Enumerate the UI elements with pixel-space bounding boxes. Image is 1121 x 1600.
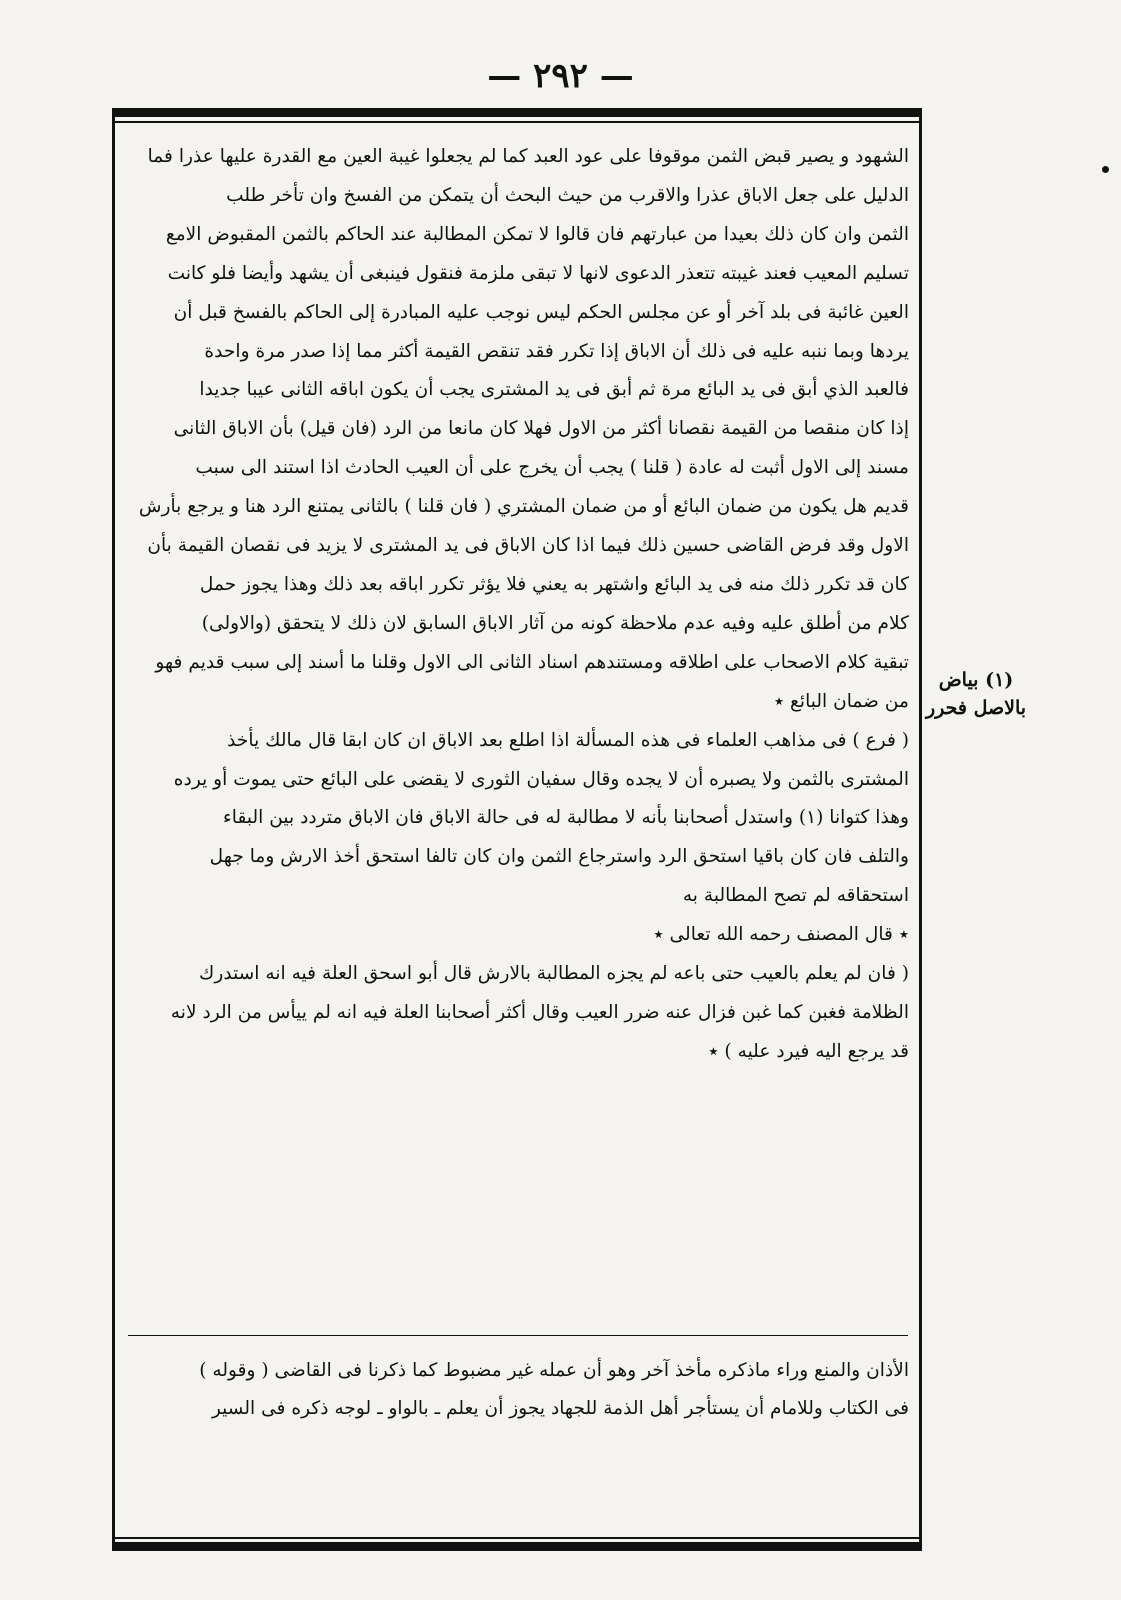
- text-line: تسليم المعيب فعند غيبته تتعذر الدعوى لانها لا تبقى ملزمة فنقول فينبغى أن يشهد وأيضا فلو كانت: [167, 262, 909, 284]
- bottom-border-rule: [112, 1542, 922, 1551]
- bottom-border-rule-thin: [112, 1537, 922, 1539]
- text-line: كلام من أطلق عليه وفيه عدم ملاحظة كونه من آثار الاباق السابق لان ذلك لا يتحقق (والاولى): [201, 612, 909, 634]
- main-text: [126, 138, 909, 1072]
- text-line: تبقية كلام الاصحاب على اطلاقه ومستندهم اسناد الثانى الى الاول وقلنا ما أسند إلى سبب قديم فهو: [155, 651, 909, 673]
- margin-dot: [1102, 166, 1109, 173]
- footnote-line: الأذان والمنع وراء ماذكره مأخذ آخر وهو أن عمله غير مضبوط كما ذكرنا فى القاضى ( وقوله ): [199, 1360, 909, 1381]
- top-border-rule-thin: [112, 121, 922, 123]
- top-border-rule: [112, 108, 922, 117]
- margin-note-line: بالاصل فحرر: [925, 697, 1027, 719]
- text-line: الثمن وان كان ذلك بعيدا من عبارتهم فان قالوا لا تمكن المطالبة عند الحاكم بالثمن المقبوض الامع: [165, 223, 909, 245]
- text-line: قديم هل يكون من ضمان البائع أو من ضمان المشتري ( فان قلنا ) بالثانى يمتنع الرد هنا و يرجع بأرش: [138, 496, 909, 518]
- text-line: من ضمان البائع ٭: [773, 690, 909, 712]
- margin-note: [922, 666, 1030, 722]
- text-line: الاول وقد فرض القاضى حسين ذلك فيما اذا كان الاباق فى يد المشترى لا يزيد فى نقصان القيمة بأن: [147, 535, 909, 557]
- text-line: الدليل على جعل الاباق عذرا والاقرب من حيث البحث أن يتمكن من الفسخ وان تأخر طلب: [226, 184, 909, 206]
- footnote-line: فى الكتاب وللامام أن يستأجر أهل الذمة للجهاد يجوز أن يعلم ـ بالواو ـ لوجه ذكره فى السير: [211, 1398, 909, 1419]
- text-line: قد يرجع اليه فيرد عليه ) ٭: [708, 1040, 909, 1062]
- text-line: ( فان لم يعلم بالعيب حتى باعه لم يجزه المطالبة بالارش قال أبو اسحق العلة فيه انه استدرك: [199, 963, 909, 985]
- text-line: المشترى بالثمن ولا يصبره أن لا يجده وقال سفيان الثورى لا يقضى على البائع حتى يموت أو يرده: [173, 768, 909, 790]
- text-line: العين غائبة فى بلد آخر أو عن مجلس الحكم ليس نوجب عليه المبادرة إلى الحاكم بالفسخ قبل أن: [173, 301, 909, 323]
- text-line: فالعبد الذي أبق فى يد البائع مرة ثم أبق فى يد المشترى يجب أن يكون اباقه الثانى عيبا جديدا: [199, 379, 909, 401]
- page-number: — ٢٩٢ —: [487, 56, 634, 96]
- section-heading: ٭ قال المصنف رحمه الله تعالى ٭: [653, 924, 909, 946]
- text-line: وهذا كتوانا (١) واستدل أصحابنا بأنه لا مطالبة له فى حالة الاباق فان الاباق متردد بين البقاء: [223, 807, 909, 829]
- text-line: استحقاقه لم تصح المطالبة به: [682, 885, 909, 907]
- text-line: والتلف فان كان باقيا استحق الرد واسترجاع الثمن وان كان تالفا استحق أخذ الارش وما جهل: [209, 846, 909, 868]
- margin-note-line: (١) بياض: [938, 669, 1014, 691]
- text-line: كان قد تكرر ذلك منه فى يد البائع واشتهر به يعني فلا يؤثر تكرر اباقه بعد ذلك وهذا يجوز حمل: [199, 573, 909, 595]
- text-line: يردها وبما ننبه عليه فى ذلك أن الاباق إذا تكرر فقد تنقص القيمة أكثر مما إذا صدر مرة واحدة: [204, 340, 909, 362]
- text-line: الشهود و يصير قبض الثمن موقوفا على عود العبد كما لم يجعلوا غيبة العين مع القدرة عليها عذرا فما: [147, 146, 909, 167]
- text-line: الظلامة فغبن كما غبن فزال عنه ضرر العيب وقال أكثر أصحابنا العلة فيه انه لم ييأس من الرد لانه: [170, 1001, 909, 1023]
- text-line: إذا كان منقصا من القيمة نقصانا أكثر من الاول فهلا كان مانعا من الرد (فان قيل) بأن الاباق الثانى: [173, 418, 909, 440]
- footnote-text: [126, 1352, 909, 1428]
- text-line: ( فرع ) فى مذاهب العلماء فى هذه المسألة اذا اطلع بعد الاباق ان كان ابقا قال مالك يأخذ: [227, 729, 909, 751]
- text-line: مسند إلى الاول أثبت له عادة ( قلنا ) يجب أن يخرج على أن العيب الحادث اذا استند الى سبب: [195, 457, 909, 479]
- footnote-separator: [128, 1335, 908, 1336]
